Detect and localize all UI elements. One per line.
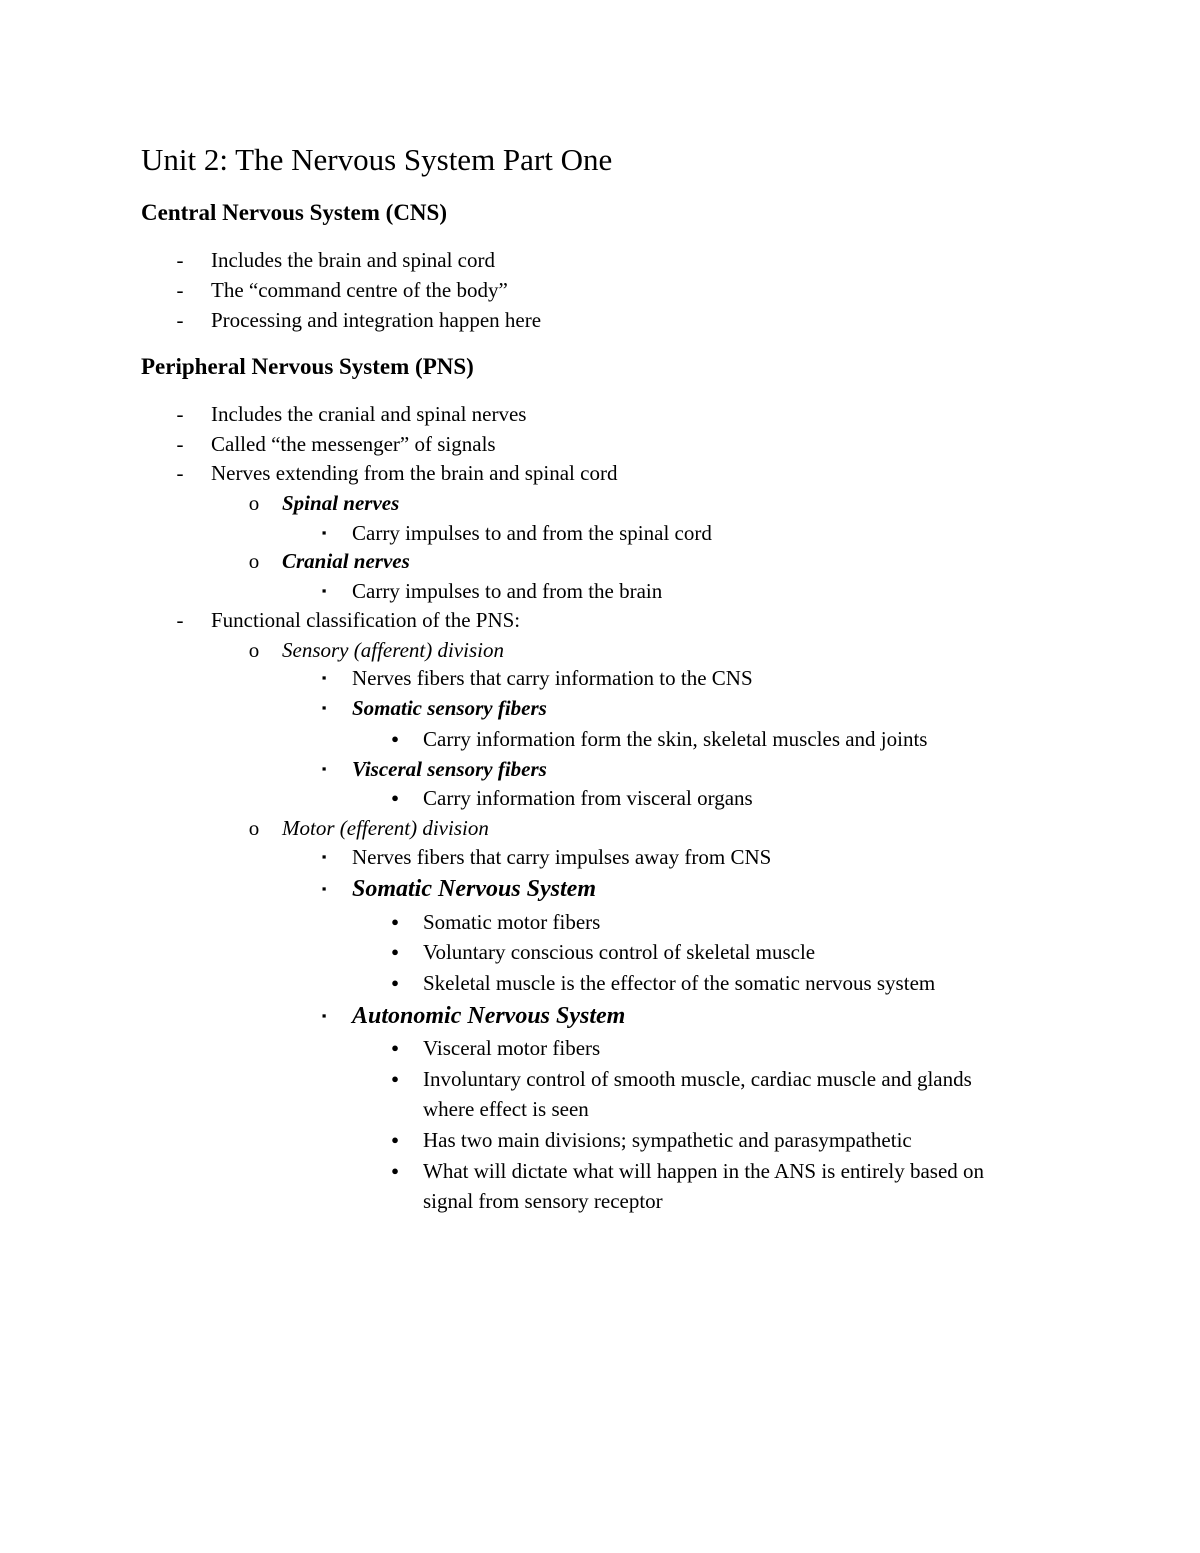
pns-heading: Peripheral Nervous System (PNS) xyxy=(141,354,474,379)
document-page: Unit 2: The Nervous System Part One Central Nervous System (CNS) - Includes the brain and spinal cord - The “command centre of the body” - Processing and integration happen here Peripheral Nervous System (PNS) - Includes the cranial and spinal nerves - Called “the messenger” of signals - Nerves extending from the brain and spinal cord o Spinal nerves ▪ Carry impulses to and from the spinal cord o Cranial nerves ▪ Carry impulses to and from the brain - Functional classification of the PNS: o Sensory (afferent) division ▪ Nerves fibers that carry information to the CNS ▪ Somatic sensory fibers ● Carry information form the skin, skeletal muscles and joints ▪ Visceral sensory fibers ● Carry information from visceral organs o Motor (efferent) division ▪ Nerves fibers that carry impulses away from CNS ▪ Somatic Nervous System ● Somatic motor fibers ● Voluntary conscious control of skeletal muscle ● Skeletal muscle is the effector of the somatic nervous system ▪ Autonomic Nervous System ● Visceral motor fibers ● Involuntary control of smooth muscle, cardiac muscle and glands where effect is seen ● Has two main divisions; sympathetic and parasympathetic ● What will dictate what will happen in the ANS is entirely based on signal from sensory receptor xyxy=(141,142,985,1213)
cns-heading: Central Nervous System (CNS) xyxy=(141,200,447,225)
page-title: Unit 2: The Nervous System Part One xyxy=(141,142,613,177)
